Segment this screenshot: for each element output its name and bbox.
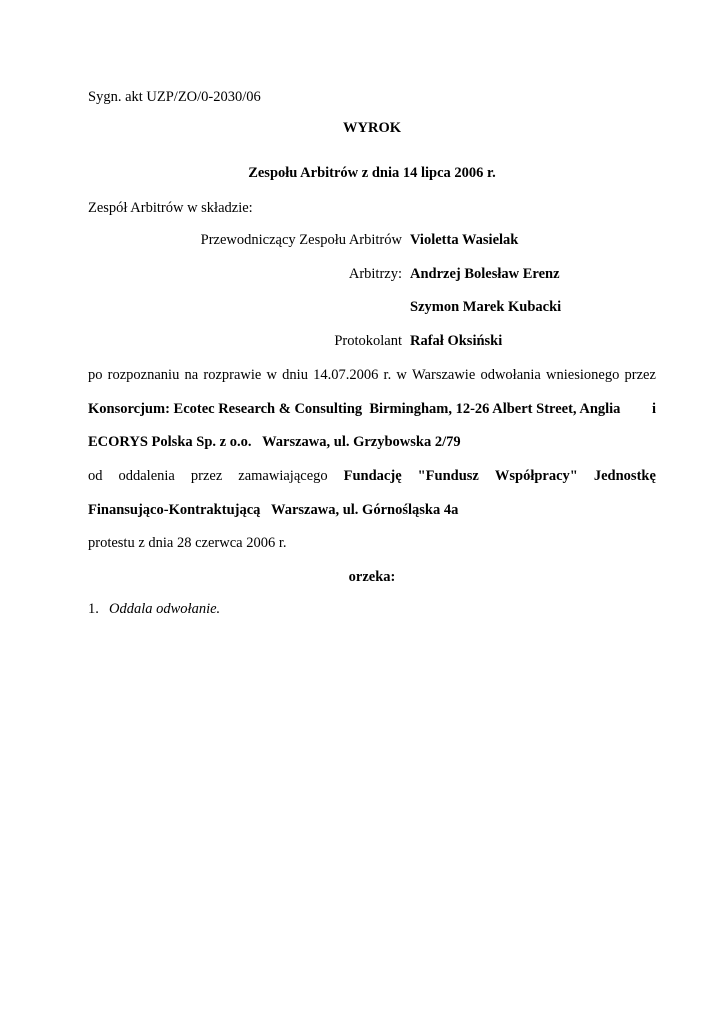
word: zamawiającego	[238, 468, 328, 484]
word: Fundację	[343, 468, 402, 484]
paragraph-1-line-2	[88, 400, 656, 418]
document-subtitle: Zespołu Arbitrów z dnia 14 lipca 2006 r.	[248, 165, 496, 181]
word: rozprawie	[203, 367, 262, 383]
word: na	[184, 367, 199, 383]
word: 14.07.2006	[313, 367, 379, 383]
ruling-item-text: Oddala odwołanie.	[109, 601, 221, 617]
word: wniesionego	[546, 367, 620, 383]
word: r.	[383, 367, 392, 383]
appellant-partner: ECORYS Polska Sp. z o.o. Warszawa, ul. Grzybowska 2/79	[88, 434, 461, 450]
paragraph-1-line-1	[88, 366, 656, 384]
protest-date: protestu z dnia 28 czerwca 2006 r.	[88, 535, 287, 551]
word: "Fundusz	[417, 468, 479, 484]
conjunction: i	[651, 401, 656, 417]
word: dniu	[282, 367, 308, 383]
contracting-authority: Finansująco-Kontraktującą Warszawa, ul. Górnośląska 4a	[88, 502, 459, 518]
arbiter-2-name: Szymon Marek Kubacki	[410, 299, 562, 315]
ruling-heading: orzeka:	[348, 569, 396, 585]
clerk-label: Protokolant	[334, 333, 402, 349]
arbiter-1-name: Andrzej Bolesław Erenz	[410, 266, 560, 282]
word: przez	[624, 367, 656, 383]
word: w	[396, 367, 407, 383]
word: rozpoznaniu	[107, 367, 180, 383]
panel-intro: Zespół Arbitrów w składzie:	[88, 200, 253, 216]
clerk-name: Rafał Oksiński	[410, 333, 503, 349]
word: Warszawie	[412, 367, 476, 383]
document-title: WYROK	[343, 120, 401, 136]
chair-label: Przewodniczący Zespołu Arbitrów	[200, 232, 402, 248]
word: od	[88, 468, 103, 484]
arbiters-label: Arbitrzy:	[348, 266, 402, 282]
paragraph-2-line-1	[88, 467, 656, 485]
word: Jednostkę	[593, 468, 656, 484]
word: oddalenia	[118, 468, 175, 484]
word: odwołania	[480, 367, 541, 383]
word: po	[88, 367, 103, 383]
case-signature: Sygn. akt UZP/ZO/0-2030/06	[88, 89, 261, 105]
ruling-item-number: 1.	[88, 601, 99, 617]
word: Współpracy"	[494, 468, 578, 484]
word: w	[266, 367, 277, 383]
word: przez	[190, 468, 223, 484]
appellant-consortium: Konsorcjum: Ecotec Research & Consulting Birmingham, 12-26 Albert Street, Anglia	[88, 401, 621, 417]
chair-name: Violetta Wasielak	[410, 232, 519, 248]
